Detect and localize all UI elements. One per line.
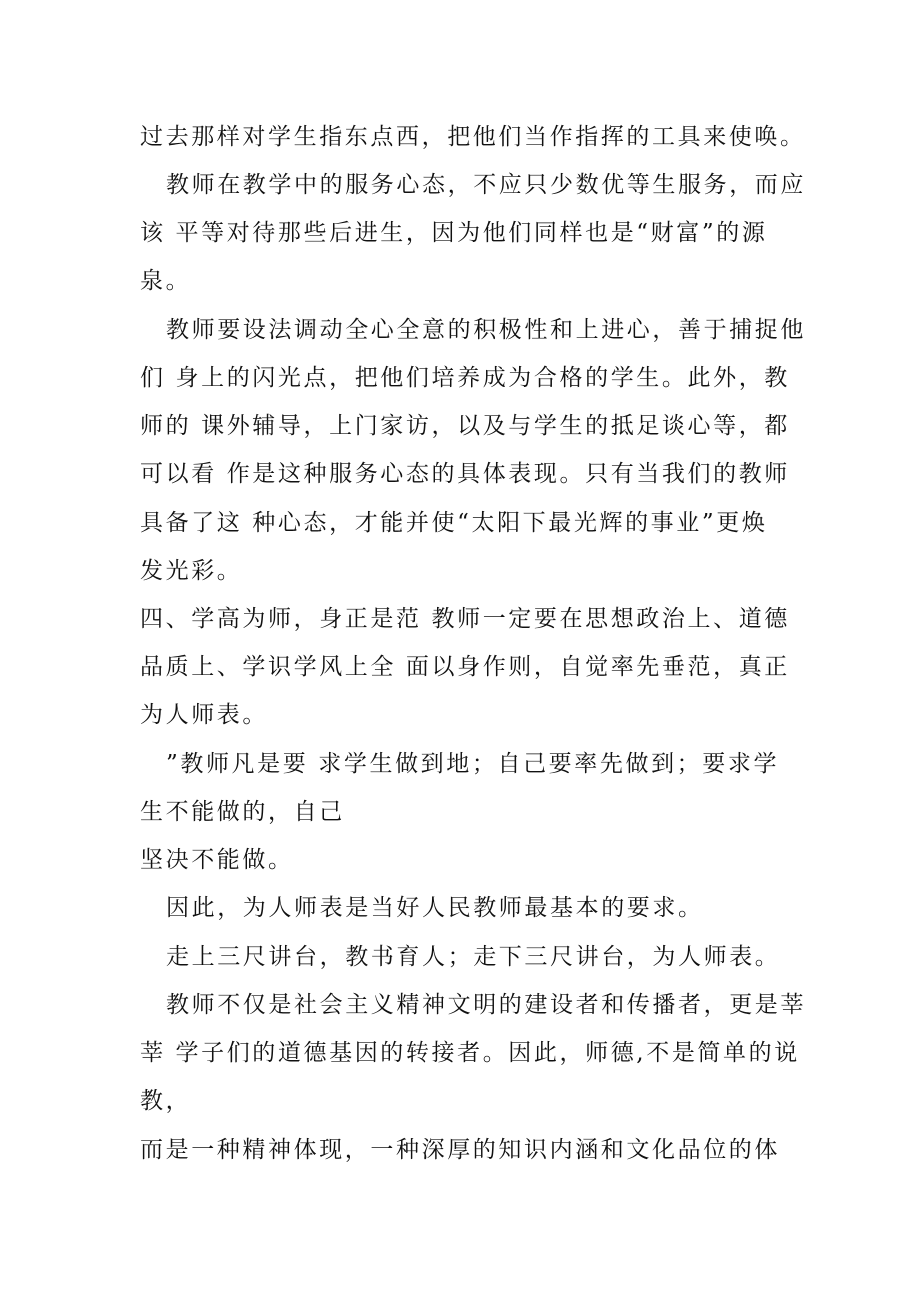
text-line: 而是一种精神体现，一种深厚的知识内涵和文化品位的体 xyxy=(140,1137,780,1163)
text-line: 教师在教学中的服务心态，不应只少数优等生服务，而应 xyxy=(166,172,806,198)
text-line: 莘 学子们的道德基因的转接者。因此，师德,不是简单的说 xyxy=(140,1040,800,1066)
text-line: 坚决不能做。 xyxy=(140,847,294,873)
text-line: 因此，为人师表是当好人民教师最基本的要求。 xyxy=(166,895,704,921)
text-line: 过去那样对学生指东点西，把他们当作指挥的工具来使唤。 xyxy=(140,124,806,150)
text-line: 生不能做的，自己 xyxy=(140,799,345,825)
text-line: 师的 课外辅导，上门家访，以及与学生的抵足谈心等，都 xyxy=(140,413,790,439)
text-line: 具备了这 种心态，才能并使“太阳下最光辉的事业”更焕 xyxy=(140,510,768,536)
text-line: 们 身上的闪光点，把他们培养成为合格的学生。此外，教 xyxy=(140,365,790,391)
text-line: 走上三尺讲台，教书育人；走下三尺讲台，为人师表。 xyxy=(166,944,781,970)
text-line: 教师要设法调动全心全意的积极性和上进心，善于捕捉他 xyxy=(166,317,806,343)
text-line: 教师不仅是社会主义精神文明的建设者和传播者，更是莘 xyxy=(166,992,806,1018)
section-heading-line: 四、学高为师，身正是范 教师一定要在思想政治上、道德 xyxy=(140,606,790,632)
text-line: 为人师表。 xyxy=(140,702,268,728)
text-line: 可以看 作是这种服务心态的具体表现。只有当我们的教师 xyxy=(140,461,790,487)
text-line: 该 平等对待那些后进生，因为他们同样也是“财富”的源 xyxy=(140,220,768,246)
text-line: ”教师凡是要 求学生做到地；自己要率先做到；要求学 xyxy=(166,751,780,777)
text-line: 教， xyxy=(140,1088,192,1114)
text-line: 品质上、学识学风上全 面以身作则，自觉率先垂范，真正 xyxy=(140,654,790,680)
text-line: 发光彩。 xyxy=(140,558,243,584)
text-line: 泉。 xyxy=(140,268,192,294)
